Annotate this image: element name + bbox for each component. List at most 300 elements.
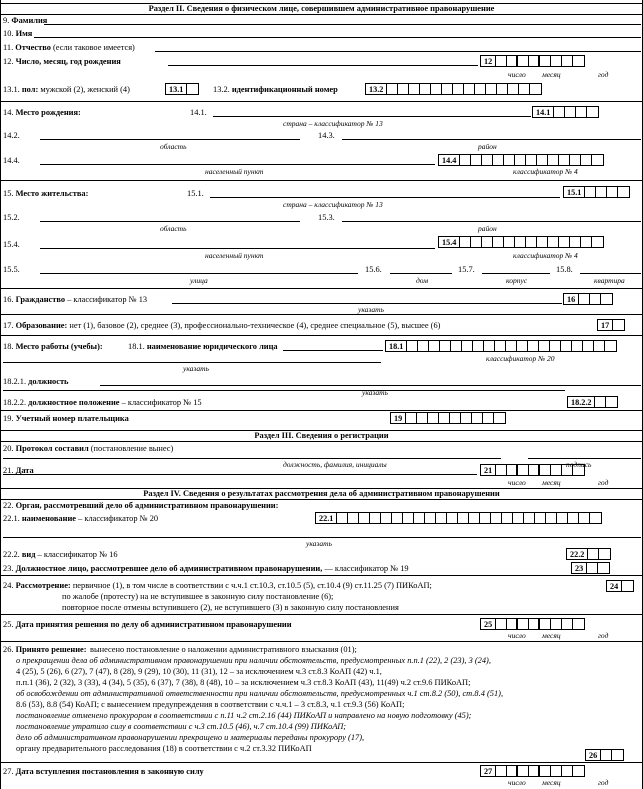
input-cell[interactable] <box>425 513 436 523</box>
divider <box>0 335 643 336</box>
input-cell[interactable] <box>428 413 439 423</box>
input-cell[interactable] <box>502 513 513 523</box>
birth-locality-cells[interactable] <box>438 154 604 166</box>
input-cell[interactable] <box>469 513 480 523</box>
box-label: 17 <box>598 320 613 330</box>
input-cell[interactable] <box>493 155 504 165</box>
decision-label: Принято решение: <box>15 645 87 654</box>
caption: подпись <box>566 460 592 469</box>
input-cell[interactable] <box>472 413 483 423</box>
box-label: 14.1 <box>533 107 554 117</box>
input-cell[interactable] <box>484 341 495 351</box>
divider <box>0 762 643 763</box>
row-num: 15.2. <box>3 213 20 222</box>
education-options: нет (1), базовое (2), среднее (3), профессионально-техническое (4), среднее специальное (5), высшее (6) <box>69 321 441 330</box>
input-cell[interactable] <box>414 513 425 523</box>
birth-locality-field[interactable] <box>40 164 435 165</box>
position-field[interactable] <box>100 385 641 386</box>
box-label: 16 <box>564 294 579 304</box>
res-district-field[interactable] <box>342 221 641 222</box>
officer-field[interactable] <box>3 458 501 459</box>
row-num: 27. <box>3 767 14 776</box>
birth-country-field[interactable] <box>213 116 531 117</box>
authority-name-cells[interactable] <box>315 512 602 524</box>
birth-district-field[interactable] <box>342 139 641 140</box>
input-cell[interactable] <box>496 56 507 66</box>
input-cell[interactable] <box>436 513 447 523</box>
res-country-field[interactable] <box>210 197 560 198</box>
input-cell[interactable] <box>381 513 392 523</box>
row-18-2-2 <box>3 398 643 408</box>
input-cell[interactable] <box>613 320 624 330</box>
box-label: 12 <box>481 56 496 66</box>
input-cell[interactable] <box>513 513 524 523</box>
input-cell[interactable] <box>540 766 551 776</box>
box-label: 22.2 <box>567 549 588 559</box>
input-cell[interactable] <box>618 187 629 197</box>
input-cell[interactable] <box>460 237 471 247</box>
month-caption: месяц <box>542 778 561 787</box>
input-cell[interactable] <box>493 237 504 247</box>
input-cell[interactable] <box>409 84 420 94</box>
caption: классификатор № 4 <box>513 251 578 260</box>
box-label: 25 <box>481 619 496 629</box>
input-cell[interactable] <box>482 237 493 247</box>
input-cell[interactable] <box>482 155 493 165</box>
name-field[interactable] <box>34 37 641 38</box>
input-cell[interactable] <box>537 237 548 247</box>
input-cell[interactable] <box>607 187 618 197</box>
birthdate-label: Число, месяц, год рождения <box>15 57 121 66</box>
input-cell[interactable] <box>518 465 529 475</box>
box-label: 23 <box>572 563 587 573</box>
input-cell[interactable] <box>606 397 617 407</box>
taxpayer-label: Учетный номер плательщика <box>15 414 129 423</box>
input-cell[interactable] <box>462 341 473 351</box>
input-cell[interactable] <box>588 549 599 559</box>
input-cell[interactable] <box>622 581 633 591</box>
res-locality-cells[interactable] <box>438 236 604 248</box>
input-cell[interactable] <box>573 766 584 776</box>
input-cell[interactable] <box>515 237 526 247</box>
input-cell[interactable] <box>570 237 581 247</box>
job-status-label: должностное положение <box>28 398 120 407</box>
input-cell[interactable] <box>594 341 605 351</box>
official-cells[interactable] <box>571 562 610 574</box>
input-cell[interactable] <box>570 155 581 165</box>
input-cell[interactable] <box>504 155 515 165</box>
input-cell[interactable] <box>453 84 464 94</box>
patronymic-field[interactable] <box>155 51 641 52</box>
input-cell[interactable] <box>557 513 568 523</box>
caption: указать <box>358 305 384 314</box>
input-cell[interactable] <box>471 155 482 165</box>
input-cell[interactable] <box>496 465 507 475</box>
divider <box>0 180 643 181</box>
decision-option: вынесено постановление о наложении административного взыскания (01); <box>90 645 357 654</box>
input-cell[interactable] <box>506 341 517 351</box>
input-cell[interactable] <box>579 513 590 523</box>
input-cell[interactable] <box>565 107 576 117</box>
birth-country-cells[interactable] <box>532 106 599 118</box>
input-cell[interactable] <box>529 465 540 475</box>
caption: классификатор № 4 <box>513 167 578 176</box>
res-locality-field[interactable] <box>40 248 435 249</box>
input-cell[interactable] <box>458 513 469 523</box>
reg-date-cells[interactable] <box>480 464 585 476</box>
input-cell[interactable] <box>537 155 548 165</box>
input-cell[interactable] <box>601 750 612 760</box>
day-caption: число <box>508 631 526 640</box>
citizenship-label: Гражданство <box>15 295 66 304</box>
authority-type-note: – классификатор № 16 <box>37 550 118 559</box>
input-cell[interactable] <box>439 413 450 423</box>
row-num: 21. <box>3 466 14 475</box>
input-cell[interactable] <box>535 513 546 523</box>
input-cell[interactable] <box>518 56 529 66</box>
taxpayer-cells[interactable] <box>390 412 506 424</box>
input-cell[interactable] <box>515 155 526 165</box>
res-country-cells[interactable] <box>563 186 630 198</box>
citizenship-note: – классификатор № 13 <box>67 295 148 304</box>
input-cell[interactable] <box>596 187 607 197</box>
input-cell[interactable] <box>486 84 497 94</box>
input-cell[interactable] <box>460 155 471 165</box>
input-cell[interactable] <box>585 187 596 197</box>
decision-option: об освобождении от административной ответственности при наличии обстоятельств, предусмотренных ч.1 ст.8.2 (50), ст.8.4 (51), <box>16 689 504 698</box>
birth-region-field[interactable] <box>40 139 300 140</box>
input-cell[interactable] <box>420 84 431 94</box>
input-cell[interactable] <box>518 766 529 776</box>
row-num: 18.1. <box>128 342 145 351</box>
input-cell[interactable] <box>348 513 359 523</box>
year-caption: год <box>598 70 609 79</box>
row-num: 24. <box>3 581 14 590</box>
section-3-title: Раздел III. Сведения о регистрации <box>0 430 643 442</box>
sex-options: мужской (2), женский (4) <box>40 85 130 94</box>
name-label: Имя <box>15 29 33 38</box>
caption: указать <box>362 388 388 397</box>
input-cell[interactable] <box>494 413 505 423</box>
input-cell[interactable] <box>590 513 601 523</box>
divider <box>0 410 643 411</box>
input-cell[interactable] <box>559 155 570 165</box>
input-cell[interactable] <box>398 84 409 94</box>
input-cell[interactable] <box>562 56 573 66</box>
row-19 <box>3 414 643 424</box>
decision-option: органу предварительного расследования (18) в соответствии с ч.2 ст.3.32 ПИКоАП <box>16 744 312 753</box>
row-num: 25. <box>3 620 14 629</box>
decision-date-cells[interactable] <box>480 618 585 630</box>
house-field[interactable] <box>390 273 452 274</box>
input-cell[interactable] <box>451 341 462 351</box>
id-number-cells[interactable] <box>365 83 542 95</box>
input-cell[interactable] <box>491 513 502 523</box>
input-cell[interactable] <box>187 84 198 94</box>
input-cell[interactable] <box>475 84 486 94</box>
input-cell[interactable] <box>559 237 570 247</box>
month-caption: месяц <box>542 631 561 640</box>
box-label: 22.1 <box>316 513 337 523</box>
input-cell[interactable] <box>524 513 535 523</box>
job-status-cells[interactable] <box>567 396 618 408</box>
input-cell[interactable] <box>561 341 572 351</box>
input-cell[interactable] <box>551 56 562 66</box>
row-num: 15.7. <box>458 265 475 274</box>
input-cell[interactable] <box>464 84 475 94</box>
effective-date-cells[interactable] <box>480 765 585 777</box>
row-num: 9. <box>3 16 10 25</box>
input-cell[interactable] <box>568 513 579 523</box>
input-cell[interactable] <box>529 766 540 776</box>
birthdate-cells[interactable] <box>480 55 585 67</box>
legal-entity-field[interactable] <box>283 350 383 351</box>
row-num: 14.1. <box>190 108 207 117</box>
decision-option: п.п.1 (36), 2 (32), 3 (33), 4 (34), 5 (35), 6 (37), 7 (38), 8 (48), 10 – за исключением ч.3 ст.8.3 КоАП (43), 11(49) ч.2 ст.9.6 ПИКоАП; <box>16 678 471 687</box>
row-num: 19. <box>3 414 14 423</box>
input-cell[interactable] <box>497 84 508 94</box>
month-caption: месяц <box>542 478 561 487</box>
box-label: 26 <box>586 750 601 760</box>
row-num: 11. <box>3 43 14 52</box>
input-cell[interactable] <box>539 341 550 351</box>
input-cell[interactable] <box>562 766 573 776</box>
input-cell[interactable] <box>579 294 590 304</box>
input-cell[interactable] <box>359 513 370 523</box>
row-num: 26. <box>3 645 14 654</box>
patronymic-label: Отчество <box>15 43 51 52</box>
row-22-2 <box>3 550 643 560</box>
legal-entity-field-2[interactable] <box>3 362 381 363</box>
authority-label: Орган, рассмотревший дело об административном правонарушении: <box>15 501 279 510</box>
input-cell[interactable] <box>601 294 612 304</box>
review-label: Рассмотрение: <box>15 581 71 590</box>
input-cell[interactable] <box>548 155 559 165</box>
box-label: 15.1 <box>564 187 585 197</box>
input-cell[interactable] <box>447 513 458 523</box>
input-cell[interactable] <box>551 465 562 475</box>
input-cell[interactable] <box>595 397 606 407</box>
input-cell[interactable] <box>507 766 518 776</box>
legal-entity-cells[interactable] <box>385 340 617 352</box>
protocol-label: Протокол составил <box>15 444 89 453</box>
caption: корпус <box>506 276 528 285</box>
input-cell[interactable] <box>551 766 562 776</box>
input-cell[interactable] <box>573 56 584 66</box>
position-field-2[interactable] <box>3 390 565 391</box>
caption: дом <box>416 276 429 285</box>
caption: квартира <box>594 276 625 285</box>
row-23 <box>3 564 643 574</box>
input-cell[interactable] <box>587 563 598 573</box>
authority-type-cells[interactable] <box>566 548 611 560</box>
row-num: 20. <box>3 444 14 453</box>
input-cell[interactable] <box>418 341 429 351</box>
month-caption: месяц <box>542 70 561 79</box>
row-num: 13.1. <box>3 85 20 94</box>
input-cell[interactable] <box>612 750 623 760</box>
input-cell[interactable] <box>562 465 573 475</box>
row-num: 15.1. <box>187 189 204 198</box>
input-cell[interactable] <box>572 341 583 351</box>
input-cell[interactable] <box>392 513 403 523</box>
input-cell[interactable] <box>507 465 518 475</box>
input-cell[interactable] <box>599 549 610 559</box>
input-cell[interactable] <box>518 619 529 629</box>
caption: классификатор № 20 <box>486 354 555 363</box>
input-cell[interactable] <box>504 237 515 247</box>
section-2-title: Раздел II. Сведения о физическом лице, совершившем административное правонарушение <box>0 3 643 15</box>
input-cell[interactable] <box>605 341 616 351</box>
input-cell[interactable] <box>519 84 530 94</box>
caption: населенный пункт <box>205 167 264 176</box>
input-cell[interactable] <box>442 84 453 94</box>
surname-label: Фамилия <box>11 16 48 25</box>
input-cell[interactable] <box>583 341 594 351</box>
input-cell[interactable] <box>526 155 537 165</box>
input-cell[interactable] <box>337 513 348 523</box>
review-option-1: первичное (1), в том числе в соответствии с ч.ч.1 ст.10.3, ст.10.5 (5), ст.10.4 (9) ст.11.25 (7) ПИКоАП; <box>72 581 432 590</box>
input-cell[interactable] <box>550 341 561 351</box>
day-caption: число <box>508 778 526 787</box>
position-label: должность <box>28 377 69 386</box>
input-cell[interactable] <box>495 341 506 351</box>
input-cell[interactable] <box>548 237 559 247</box>
year-caption: год <box>598 478 609 487</box>
building-field[interactable] <box>482 273 550 274</box>
input-cell[interactable] <box>598 563 609 573</box>
input-cell[interactable] <box>540 619 551 629</box>
input-cell[interactable] <box>529 56 540 66</box>
sex-cells[interactable] <box>165 83 199 95</box>
box-label: 13.1 <box>166 84 187 94</box>
input-cell[interactable] <box>587 107 598 117</box>
sex-label: пол: <box>21 85 39 94</box>
input-cell[interactable] <box>562 619 573 629</box>
input-cell[interactable] <box>473 341 484 351</box>
input-cell[interactable] <box>526 237 537 247</box>
input-cell[interactable] <box>581 155 592 165</box>
input-cell[interactable] <box>370 513 381 523</box>
input-cell[interactable] <box>529 619 540 629</box>
input-cell[interactable] <box>417 413 428 423</box>
input-cell[interactable] <box>403 513 414 523</box>
input-cell[interactable] <box>590 294 601 304</box>
divider <box>0 575 643 576</box>
box-label: 18.2.2 <box>568 397 595 407</box>
signature-field[interactable] <box>528 458 641 459</box>
legal-entity-label: наименование юридического лица <box>146 342 278 351</box>
decision-cells[interactable] <box>585 749 624 761</box>
input-cell[interactable] <box>480 513 491 523</box>
decision-option: 8.6 (53), 8.8 (54) КоАП; с вынесением предупреждения в соответствии с ч.ч.1 – 3 ст.8.3, ч.1 ст.9.3 (56) КоАП; <box>16 700 405 709</box>
input-cell[interactable] <box>508 84 519 94</box>
reg-date-label: Дата <box>15 466 34 475</box>
birthdate-line <box>168 65 478 66</box>
input-cell[interactable] <box>517 341 528 351</box>
day-caption: число <box>508 70 526 79</box>
input-cell[interactable] <box>528 341 539 351</box>
divider <box>0 641 643 642</box>
caption: область <box>160 142 187 151</box>
row-num: 22. <box>3 501 14 510</box>
divider <box>0 614 643 615</box>
street-field[interactable] <box>40 273 358 274</box>
input-cell[interactable] <box>450 413 461 423</box>
input-cell[interactable] <box>573 619 584 629</box>
input-cell[interactable] <box>540 465 551 475</box>
input-cell[interactable] <box>431 84 442 94</box>
year-caption: год <box>598 631 609 640</box>
row-num: 12. <box>3 57 14 66</box>
input-cell[interactable] <box>540 56 551 66</box>
input-cell[interactable] <box>483 413 494 423</box>
education-cells[interactable] <box>597 319 625 331</box>
input-cell[interactable] <box>507 56 518 66</box>
input-cell[interactable] <box>461 413 472 423</box>
row-num: 17. <box>3 321 14 330</box>
input-cell[interactable] <box>576 107 587 117</box>
caption: населенный пункт <box>205 251 264 260</box>
input-cell[interactable] <box>530 84 541 94</box>
citizenship-field[interactable] <box>172 303 562 304</box>
input-cell[interactable] <box>592 155 603 165</box>
input-cell[interactable] <box>496 619 507 629</box>
surname-field[interactable] <box>44 24 641 25</box>
caption: улица <box>190 276 208 285</box>
row-num: 16. <box>3 295 14 304</box>
res-region-field[interactable] <box>40 221 300 222</box>
education-label: Образование: <box>15 321 68 330</box>
caption: область <box>160 224 187 233</box>
decision-option: 4 (25), 5 (26), 6 (27), 7 (47), 8 (28), 9 (29), 10 (30), 11 (31), 12 – за исключением ч.3 ст.8.3 КоАП (42) ч.1, <box>16 667 382 676</box>
apartment-field[interactable] <box>580 273 641 274</box>
id-number-label: идентификационный номер <box>231 85 338 94</box>
input-cell[interactable] <box>573 465 584 475</box>
citizenship-cells[interactable] <box>563 293 613 305</box>
day-caption: число <box>508 478 526 487</box>
row-num: 22.1. <box>3 514 20 523</box>
input-cell[interactable] <box>554 107 565 117</box>
input-cell[interactable] <box>440 341 451 351</box>
input-cell[interactable] <box>592 237 603 247</box>
input-cell[interactable] <box>407 341 418 351</box>
row-num: 14.3. <box>318 131 335 140</box>
review-cells[interactable] <box>606 580 634 592</box>
review-option-3: повторное после отмены вступившего (2), не вступившего (3) в законную силу постановления <box>62 603 399 612</box>
input-cell[interactable] <box>471 237 482 247</box>
caption: район <box>478 224 497 233</box>
authority-name-field[interactable] <box>3 537 641 538</box>
review-option-2: по жалобе (протесту) на не вступившее в законную силу постановление (6); <box>62 592 334 601</box>
input-cell[interactable] <box>496 766 507 776</box>
input-cell[interactable] <box>581 237 592 247</box>
input-cell[interactable] <box>546 513 557 523</box>
authority-name-label: наименование <box>21 514 76 523</box>
input-cell[interactable] <box>429 341 440 351</box>
divider <box>0 314 643 315</box>
input-cell[interactable] <box>406 413 417 423</box>
box-label: 14.4 <box>439 155 460 165</box>
birthplace-label: Место рождения: <box>15 108 81 117</box>
input-cell[interactable] <box>507 619 518 629</box>
effective-date-label: Дата вступления постановления в законную силу <box>15 767 204 776</box>
official-label: Должностное лицо, рассмотревшее дело об административном правонарушении, <box>15 564 323 573</box>
row-22 <box>3 501 643 511</box>
input-cell[interactable] <box>387 84 398 94</box>
row-num: 18.2.1. <box>3 377 27 386</box>
input-cell[interactable] <box>551 619 562 629</box>
